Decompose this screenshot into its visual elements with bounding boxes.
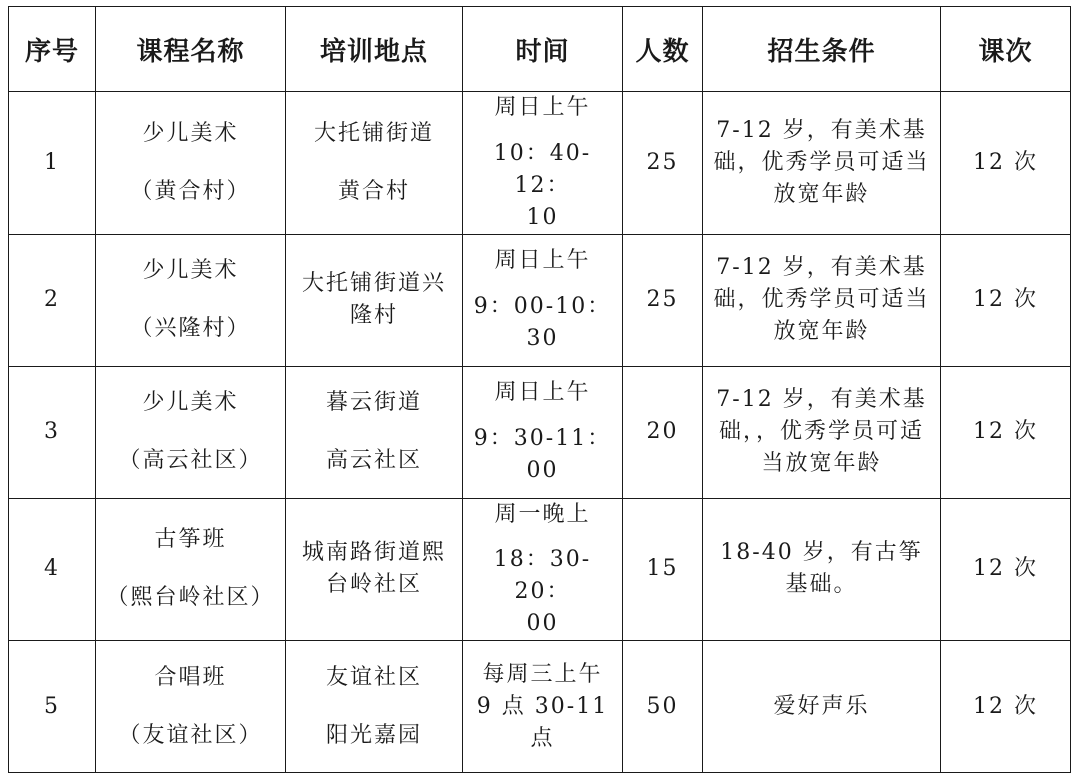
- header-condition: 招生条件: [703, 7, 941, 92]
- time-line: 30: [526, 326, 559, 351]
- time-line: 9：30-11：: [473, 426, 612, 452]
- time-line: 00: [526, 611, 559, 637]
- cell-condition: 18-40 岁，有古筝基础。: [703, 498, 941, 641]
- location-line: 友谊社区: [325, 664, 422, 690]
- course-site: （熙台岭社区）: [106, 585, 275, 611]
- location-line: 大托铺街道兴隆村: [301, 271, 446, 329]
- cell-course: [96, 498, 286, 641]
- time-line: 周日上午: [494, 95, 591, 120]
- cell-no: 4: [9, 498, 96, 641]
- cell-sessions: 12 次: [941, 92, 1071, 235]
- cell-no: 3: [9, 366, 96, 498]
- cell-course: [96, 234, 286, 366]
- time-line: 10: [526, 204, 559, 230]
- cell-condition: 7-12 岁，有美术基础，，优秀学员可适当放宽年龄: [703, 366, 941, 498]
- cell-condition: 爱好声乐: [703, 641, 941, 773]
- header-row: [9, 7, 1071, 92]
- cell-location: [286, 641, 463, 773]
- course-name: 合唱班: [154, 664, 227, 690]
- table-row: [9, 92, 1071, 235]
- cell-sessions: 12 次: [941, 234, 1071, 366]
- course-site: （黄合村）: [130, 178, 251, 204]
- cell-time: [463, 498, 623, 641]
- header-sessions: 课次: [941, 7, 1071, 92]
- cell-time: [463, 366, 623, 498]
- cell-location: [286, 92, 463, 235]
- time-line: 18：30-20：: [493, 547, 592, 605]
- cell-condition: 7-12 岁，有美术基础，优秀学员可适当放宽年龄: [703, 234, 941, 366]
- header-no: 序号: [9, 7, 96, 92]
- course-site: （兴隆村）: [130, 316, 251, 342]
- course-table: [8, 6, 1071, 773]
- time-line: 9：00-10：: [473, 294, 612, 320]
- cell-no: 5: [9, 641, 96, 773]
- table-row: [9, 641, 1071, 773]
- cell-location: [286, 366, 463, 498]
- cell-course: [96, 92, 286, 235]
- cell-condition: 7-12 岁，有美术基础，优秀学员可适当放宽年龄: [703, 92, 941, 235]
- course-site: （高云社区）: [118, 448, 263, 474]
- course-name: 少儿美术: [142, 258, 239, 284]
- time-line: 每周三上午: [482, 661, 603, 687]
- time-line: 周一晚上: [494, 501, 591, 527]
- cell-count: 20: [623, 366, 703, 498]
- location-line: 城南路街道熙台岭社区: [301, 540, 446, 598]
- cell-sessions: 12 次: [941, 641, 1071, 773]
- time-line: 10：40-12：: [493, 140, 592, 198]
- location-line: 阳光嘉园: [325, 722, 422, 748]
- table-row: [9, 234, 1071, 366]
- course-name: 少儿美术: [142, 120, 239, 146]
- cell-count: 25: [623, 92, 703, 235]
- course-site: （友谊社区）: [118, 722, 263, 748]
- cell-location: [286, 234, 463, 366]
- location-line: 大托铺街道: [313, 120, 434, 146]
- table-row: [9, 498, 1071, 641]
- cell-count: 25: [623, 234, 703, 366]
- header-course: 课程名称: [96, 7, 286, 92]
- cell-time: [463, 641, 623, 773]
- cell-time: [463, 234, 623, 366]
- time-line: 周日上午: [494, 380, 591, 406]
- location-line: 黄合村: [337, 178, 410, 204]
- cell-count: 50: [623, 641, 703, 773]
- cell-time: [463, 92, 623, 235]
- header-count: 人数: [623, 7, 703, 92]
- cell-course: [96, 366, 286, 498]
- time-line: 00: [526, 458, 559, 483]
- cell-location: [286, 498, 463, 641]
- course-name: 少儿美术: [142, 390, 239, 416]
- cell-count: 15: [623, 498, 703, 641]
- header-time: 时间: [463, 7, 623, 92]
- time-line: 周日上午: [494, 248, 591, 274]
- cell-sessions: 12 次: [941, 366, 1071, 498]
- cell-no: 1: [9, 92, 96, 235]
- time-line: 9 点 30-11 点: [476, 693, 609, 751]
- cell-no: 2: [9, 234, 96, 366]
- location-line: 暮云街道: [325, 390, 422, 416]
- cell-course: [96, 641, 286, 773]
- table-row: [9, 366, 1071, 498]
- cell-sessions: 12 次: [941, 498, 1071, 641]
- header-location: 培训地点: [286, 7, 463, 92]
- course-name: 古筝班: [154, 527, 227, 553]
- location-line: 高云社区: [325, 448, 422, 474]
